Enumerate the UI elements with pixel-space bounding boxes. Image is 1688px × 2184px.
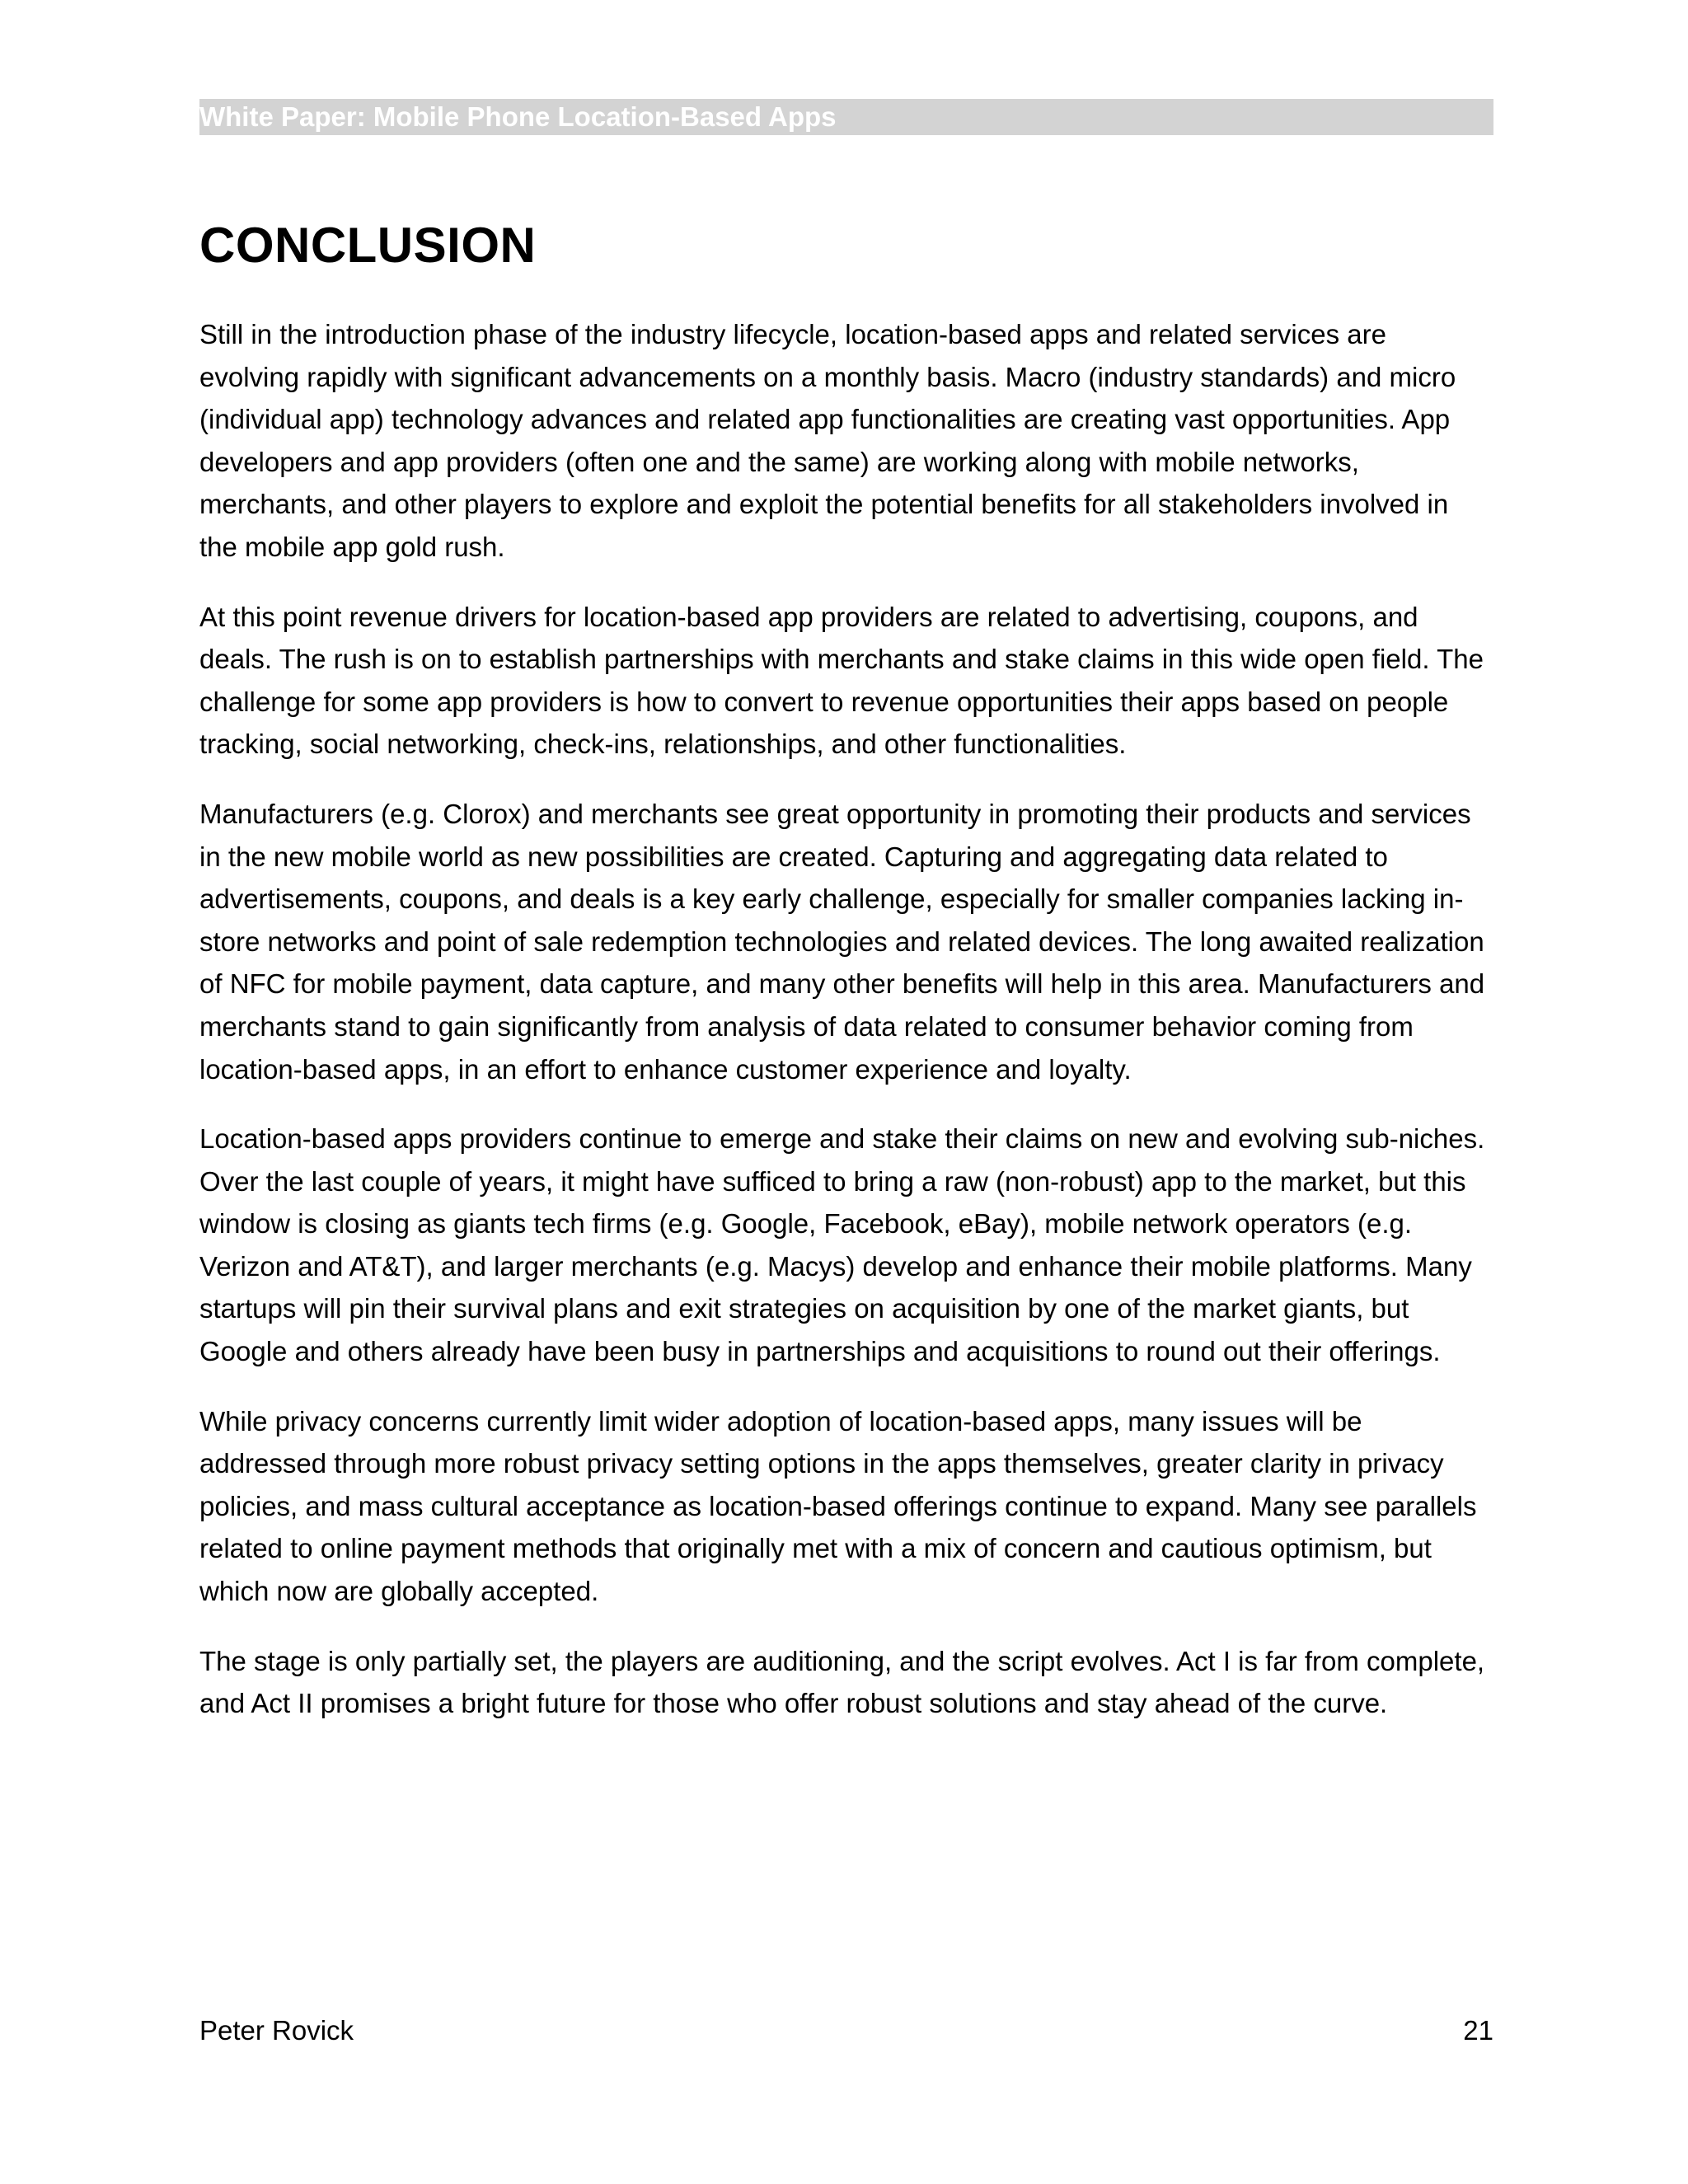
running-header-title: White Paper: Mobile Phone Location-Based Apps bbox=[199, 101, 837, 132]
paragraph-6: The stage is only partially set, the players are auditioning, and the script evolves. Act I is far from complete, and Act II promises a bright future for those who offer robust solutions and stay ahead of the curve. bbox=[199, 1645, 1485, 1719]
paragraph-3: Manufacturers (e.g. Clorox) and merchants see great opportunity in promoting their products and services in the new mobile world as new possibilities are created. Capturing and aggregating data related to advertisements, coupons, and deals is a key early challenge, especially for smaller companies lacking in-store networks and point of sale redemption technologies and related devices. The long awaited realization of NFC for mobile payment, data capture, and many other benefits will help in this area. Manufacturers and merchants stand to gain significantly from analysis of data related to consumer behavior coming from location-based apps, in an effort to enhance customer experience and loyalty. bbox=[199, 798, 1485, 1085]
footer-page-number: 21 bbox=[1463, 2015, 1493, 2046]
paragraph-2: At this point revenue drivers for location-based app providers are related to advertising, coupons, and deals. The rush is on to establish partnerships with merchants and stake claims in this wide open field. The challenge for some app providers is how to convert to revenue opportunities their apps based on people tracking, social networking, check-ins, relationships, and other functionalities. bbox=[199, 601, 1484, 760]
running-header bbox=[199, 99, 1493, 135]
footer-author: Peter Rovick bbox=[199, 2015, 354, 2046]
body-text bbox=[199, 313, 1493, 1752]
paragraph-1: Still in the introduction phase of the industry lifecycle, location-based apps and related services are evolving rapidly with significant advancements on a monthly basis. Macro (industry standards) and micro (individual app) technology advances and related app functionalities are creating vast opportunities. App developers and app providers (often one and the same) are working along with mobile networks, merchants, and other players to explore and exploit the potential benefits for all stakeholders involved in the mobile app gold rush. bbox=[199, 319, 1456, 562]
section-title: CONCLUSION bbox=[199, 218, 537, 273]
paragraph-5: While privacy concerns currently limit wider adoption of location-based apps, many issues will be addressed through more robust privacy setting options in the apps themselves, greater clarity in privacy policies, and mass cultural acceptance as location-based offerings continue to expand. Many see parallels related to online payment methods that originally met with a mix of concern and cautious optimism, but which now are globally accepted. bbox=[199, 1405, 1477, 1607]
paragraph-4: Location-based apps providers continue to emerge and stake their claims on new and evolving sub-niches. Over the last couple of years, it might have sufficed to bring a raw (non-robust) app to the market, but this window is closing as giants tech firms (e.g. Google, Facebook, eBay), mobile network operators (e.g. Verizon and AT&T), and larger merchants (e.g. Macys) develop and enhance their mobile platforms. Many startups will pin their survival plans and exit strategies on acquisition by one of the market giants, but Google and others already have been busy in partnerships and acquisitions to round out their offerings. bbox=[199, 1123, 1485, 1367]
